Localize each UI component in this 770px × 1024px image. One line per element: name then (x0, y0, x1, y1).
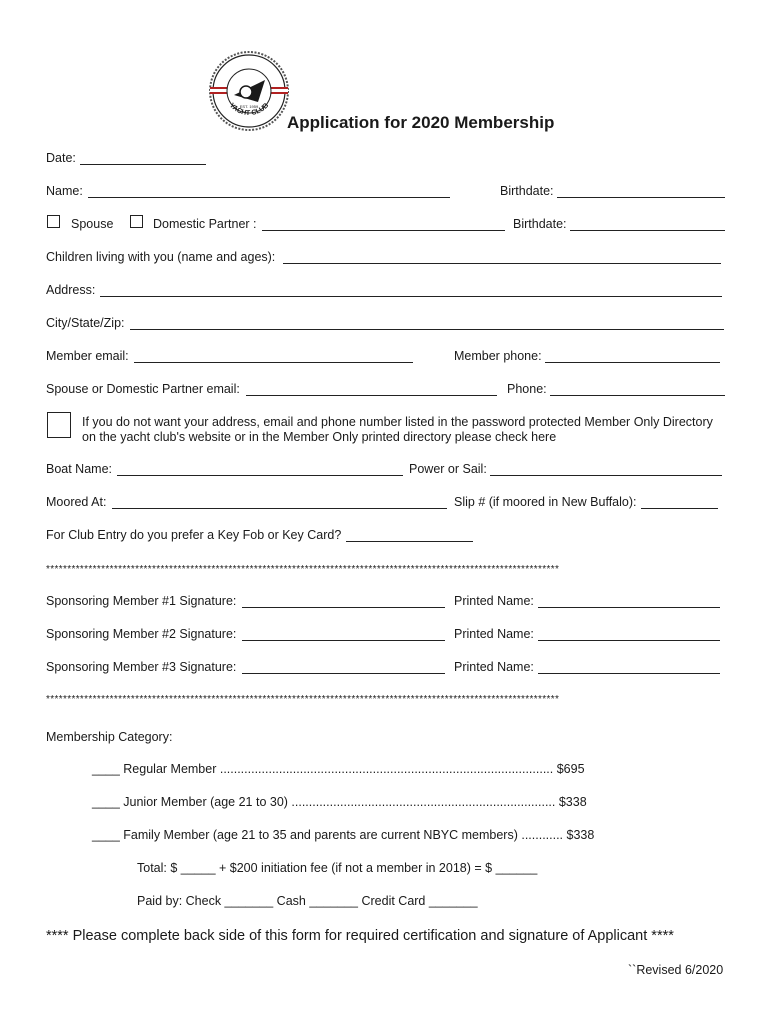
spouse-email-label: Spouse or Domestic Partner email: (46, 382, 240, 396)
sponsor2-signature-label: Sponsoring Member #2 Signature: (46, 627, 237, 641)
name-field[interactable] (88, 197, 450, 198)
spouse-label: Spouse (71, 217, 114, 231)
domestic-partner-checkbox[interactable] (130, 215, 143, 228)
page-title: Application for 2020 Membership (287, 113, 555, 132)
city-label: City/State/Zip: (46, 316, 125, 330)
sponsor1-signature-field[interactable] (242, 607, 445, 608)
slip-label: Slip # (if moored in New Buffalo): (454, 495, 637, 509)
separator-bottom: ************************************************************************************************************************* (46, 694, 560, 705)
date-label: Date: (46, 151, 76, 165)
date-field[interactable] (80, 164, 206, 165)
city-field[interactable] (130, 329, 724, 330)
sponsor1-signature-label: Sponsoring Member #1 Signature: (46, 594, 237, 608)
spouse-email-field[interactable] (246, 395, 497, 396)
separator-top: ************************************************************************************************************************* (46, 564, 560, 575)
paid-by-line: Paid by: Check _______ Cash _______ Credit Card _______ (137, 894, 478, 908)
slip-field[interactable] (641, 508, 718, 509)
address-field[interactable] (100, 296, 722, 297)
total-line: Total: $ _____ + $200 initiation fee (if not a member in 2018) = $ ______ (137, 861, 538, 875)
sponsor2-signature-field[interactable] (242, 640, 445, 641)
sponsor1-printed-field[interactable] (538, 607, 720, 608)
sponsor3-signature-field[interactable] (242, 673, 445, 674)
regular-member-option[interactable]: ____ Regular Member ................................................................................................ $695 (92, 762, 585, 776)
club-entry-label: For Club Entry do you prefer a Key Fob or Key Card? (46, 528, 342, 542)
sponsor2-printed-label: Printed Name: (454, 627, 534, 641)
member-phone-label: Member phone: (454, 349, 542, 363)
birthdate2-field[interactable] (570, 230, 725, 231)
sponsor2-printed-field[interactable] (538, 640, 720, 641)
moored-at-field[interactable] (112, 508, 447, 509)
member-email-field[interactable] (134, 362, 413, 363)
membership-heading: Membership Category: (46, 730, 173, 744)
domestic-partner-field[interactable] (262, 230, 505, 231)
yacht-club-logo (208, 50, 290, 132)
directory-text-line1: If you do not want your address, email and phone number listed in the password protected Member Only Directory (82, 415, 713, 429)
logo-bottom-text: YACHT CLUB (227, 102, 271, 118)
member-phone-field[interactable] (545, 362, 720, 363)
club-entry-field[interactable] (346, 541, 473, 542)
sponsor3-printed-label: Printed Name: (454, 660, 534, 674)
name-label: Name: (46, 184, 83, 198)
family-member-option[interactable]: ____ Family Member (age 21 to 35 and parents are current NBYC members) ............ $338 (92, 828, 595, 842)
spouse-checkbox[interactable] (47, 215, 60, 228)
address-label: Address: (46, 283, 96, 297)
sponsor3-signature-label: Sponsoring Member #3 Signature: (46, 660, 237, 674)
revised-date: ``Revised 6/2020 (628, 963, 724, 977)
children-label: Children living with you (name and ages): (46, 250, 276, 264)
back-side-note: **** Please complete back side of this form for required certification and signature of Applicant **** (46, 928, 674, 944)
birthdate-field[interactable] (557, 197, 725, 198)
birthdate-label: Birthdate: (500, 184, 554, 198)
domestic-partner-label: Domestic Partner : (153, 217, 257, 231)
sponsor1-printed-label: Printed Name: (454, 594, 534, 608)
birthdate2-label: Birthdate: (513, 217, 567, 231)
boat-name-field[interactable] (117, 475, 403, 476)
children-field[interactable] (283, 263, 721, 264)
logo-est-text: EST. 1959 (239, 104, 259, 109)
power-sail-label: Power or Sail: (409, 462, 487, 476)
sponsor3-printed-field[interactable] (538, 673, 720, 674)
boat-name-label: Boat Name: (46, 462, 113, 476)
power-sail-field[interactable] (490, 475, 722, 476)
directory-text-line2: on the yacht club's website or in the Member Only printed directory please check here (82, 430, 557, 444)
moored-at-label: Moored At: (46, 495, 107, 509)
phone-field[interactable] (550, 395, 725, 396)
directory-opt-out-checkbox[interactable] (47, 412, 71, 438)
logo-top-text (208, 50, 267, 52)
junior-member-option[interactable]: ____ Junior Member (age 21 to 30) ............................................................................ $338 (92, 795, 587, 809)
phone-label: Phone: (507, 382, 547, 396)
member-email-label: Member email: (46, 349, 129, 363)
